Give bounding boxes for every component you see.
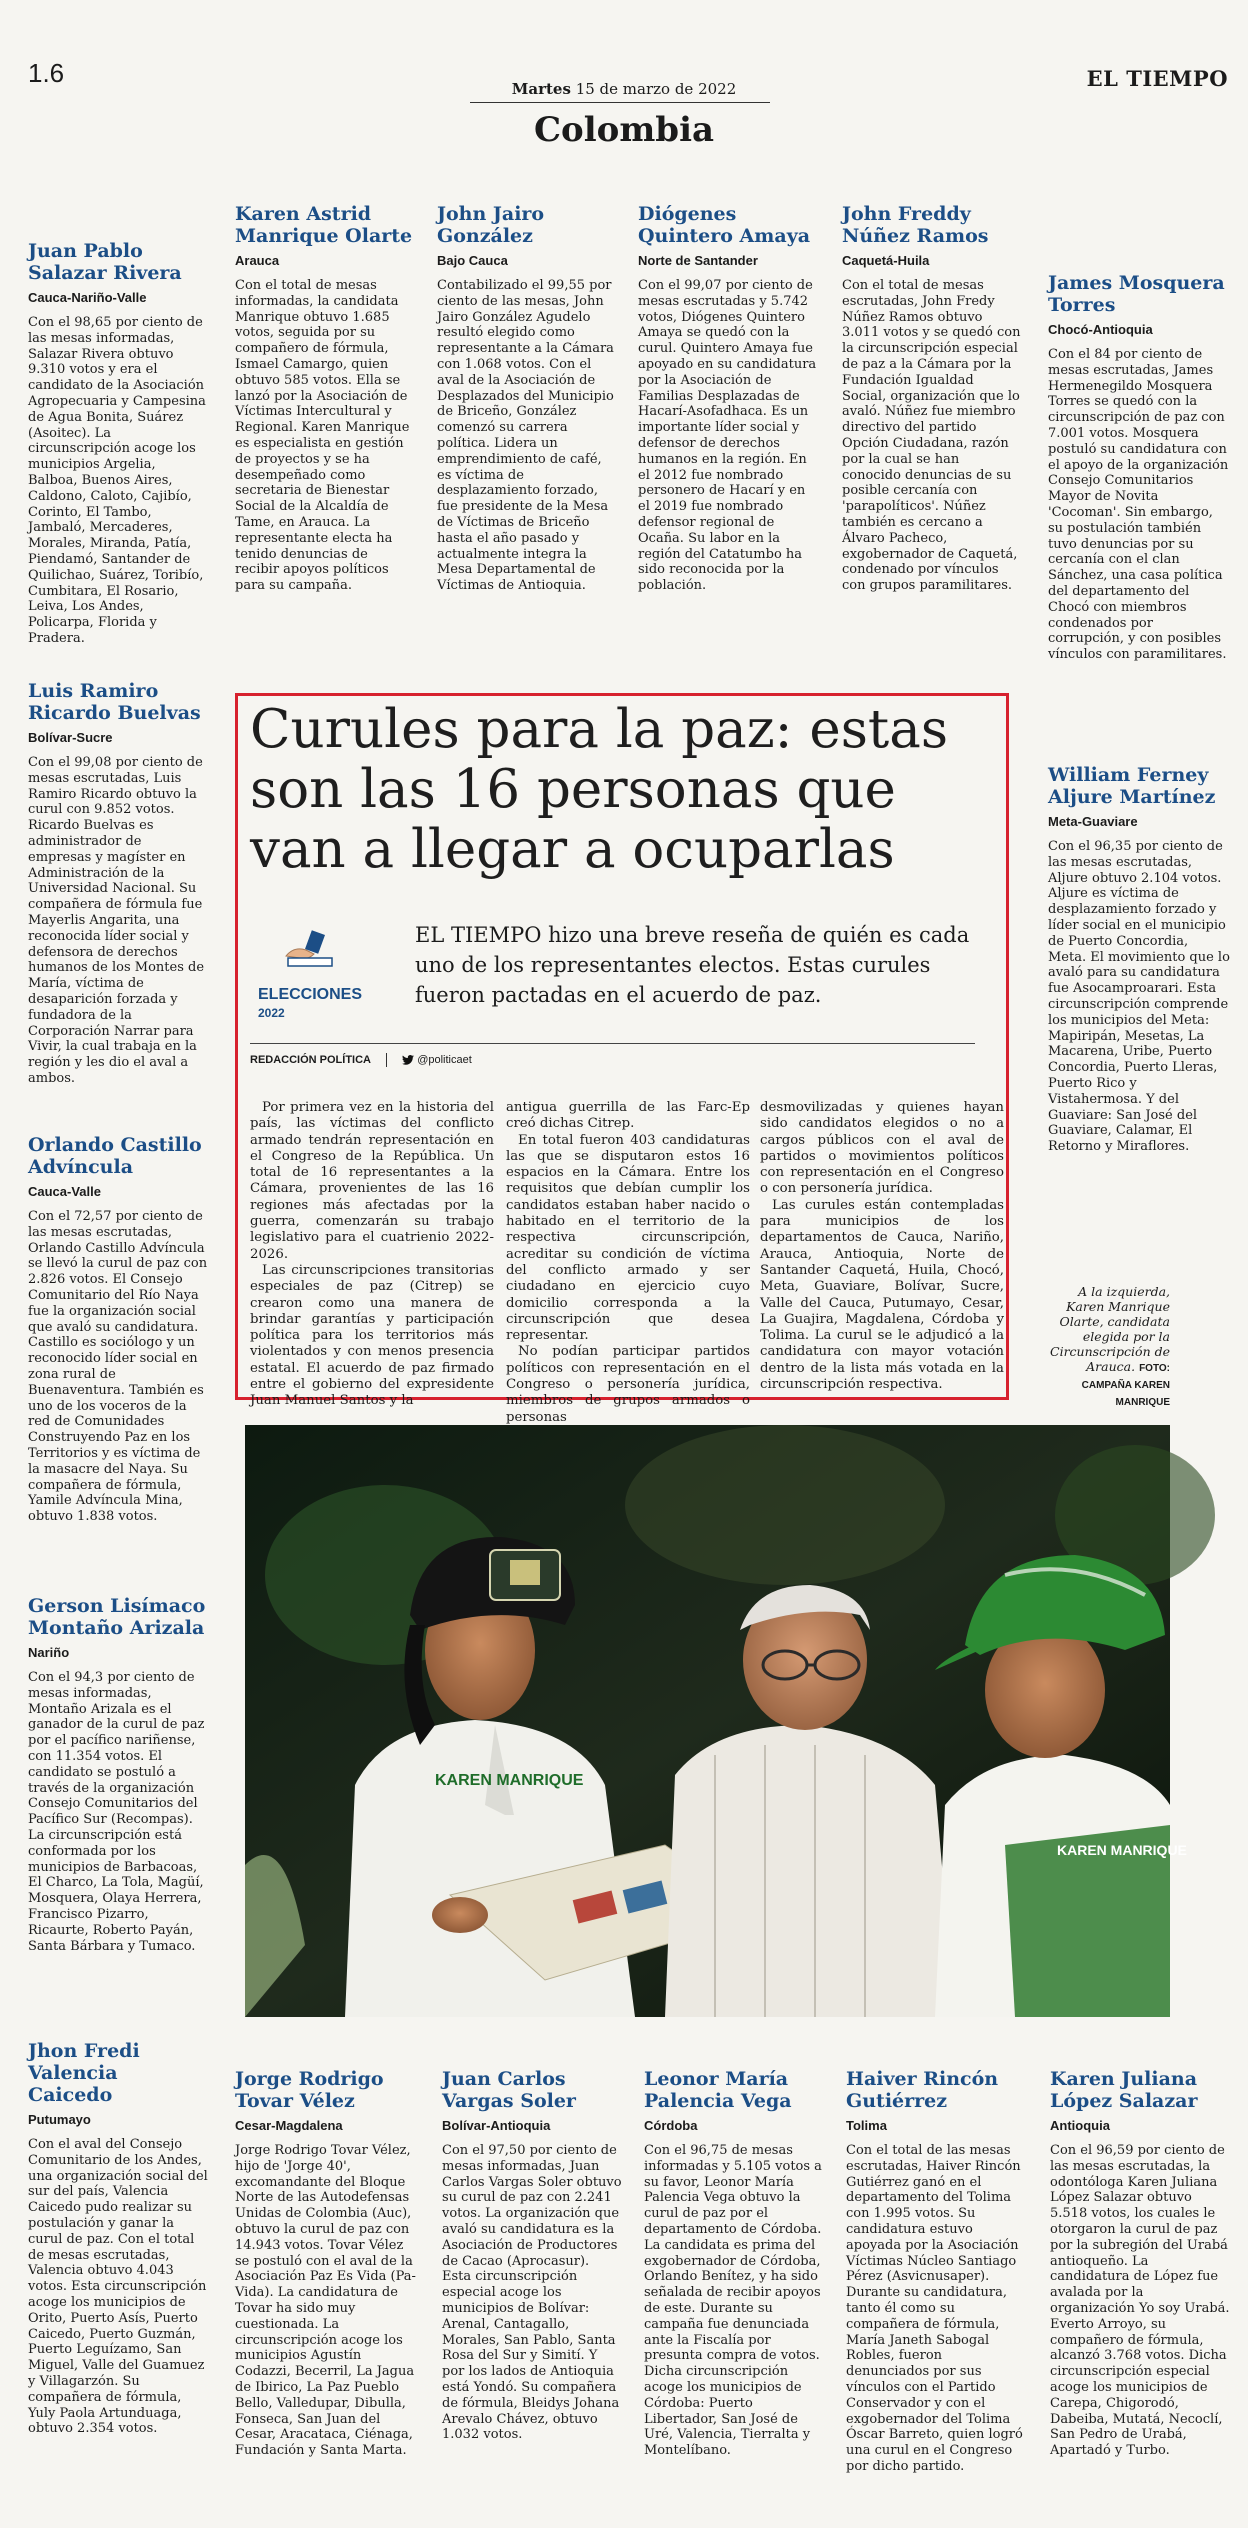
profile-text: Con el total de las mesas escrutadas, Haiver Rincón Gutiérrez ganó en el departamento del Tolima con 1.995 votos. Su candidatura estuvo apoyada por la Asociación Víctimas Núcleo Santiago Pérez (Asvicnusaper). Durante su candidatura, tanto él como su compañera de fórmula, María Janeth Sabogal Robles, fueron denunciados por sus vínculos con el Partido Conservador y con el exgobernador del Tolima Óscar Barreto, quien logró una curul en el Congreso por dicho partido. <box>846 2143 1023 2474</box>
profile-region: Tolima <box>846 2118 887 2133</box>
article-paragraph: En total fueron 403 candidaturas las que se disputaron estos 16 espacios en la Cámara. Entre los requisitos que debían cumplir los candidatos estaban haber nacido o habitado en el territorio de la respectiva circunscripción, acreditar su condición de víctima del conflicto armado y ser ciudadano en ejercicio cuyo domicilio corresponda a la circunscripción que desea representar. <box>506 1132 750 1344</box>
article-column-2 <box>506 1100 750 1426</box>
profile-nunez <box>842 203 1022 594</box>
badge-year: 2022 <box>258 1006 285 1020</box>
profile-salazar <box>28 240 208 647</box>
profile-montano <box>28 1595 208 1954</box>
profile-castillo <box>28 1134 208 1525</box>
campaign-photo-illustration <box>245 1425 1187 2017</box>
profile-tovar <box>235 2068 419 2459</box>
profile-name: John Freddy Núñez Ramos <box>842 203 989 247</box>
profile-region: Antioquia <box>1050 2118 1110 2133</box>
profile-ricardo <box>28 680 208 1087</box>
profile-aljure <box>1048 764 1230 1155</box>
profile-text: Con el 96,75 de mesas informadas y 5.105 votos a su favor, Leonor María Palencia Vega obtuvo la curul de paz por el departamento de Córdoba. La candidata es prima del exgobernador de Córdoba, Orlando Benítez, y ha sido señalada de recibir apoyos de este. Durante su campaña fue denunciada ante la Fiscalía por presunta compra de votos. Dicha circunscripción acoge los municipios de Córdoba: Puerto Libertador, San José de Uré, Valencia, Tierralta y Montelíbano. <box>644 2143 822 2459</box>
profile-name: Jhon Fredi Valencia Caicedo <box>28 2040 140 2106</box>
byline-handle: @politicaet <box>417 1053 472 1066</box>
profile-text: Contabilizado el 99,55 por ciento de las mesas, John Jairo González Agudelo resultó elegido como representante a la Cámara con 1.068 votos. Con el aval de la Asociación de Desplazados del Municipio de Briceño, González comenzó su carrera política. Lidera un emprendimiento de café, es víctima de desplazamiento forzado, fue presidente de la Mesa de Víctimas de Briceño hasta el año pasado y actualmente integra la Mesa Departamental de Víctimas de Antioquia. <box>437 278 614 594</box>
profile-name: Gerson Lisímaco Montaño Arizala <box>28 1595 206 1639</box>
profile-palencia <box>644 2068 824 2459</box>
profile-text: Con el 98,65 por ciento de las mesas informadas, Salazar Rivera obtuvo 9.310 votos y era el candidato de la Asociación Agropecuaria y Campesina de Agua Bonita, Suárez (Asoitec). La circunscripción acoge los municipios Argelia, Balboa, Buenos Aires, Caldono, Caloto, Cajibío, Corinto, El Tambo, Jambaló, Mercaderes, Morales, Miranda, Patía, Piendamó, Santander de Quilichao, Suárez, Toribío, Cumbitara, El Rosario, Leiva, Los Andes, Policarpa, Florida y Pradera. <box>28 315 206 646</box>
article-paragraph: No podían participar partidos políticos con representación en el Congreso o personería jurídica, miembros de grupos armados o personas <box>506 1344 750 1425</box>
ballot-box-icon <box>280 930 340 980</box>
profile-text: Con el 97,50 por ciento de mesas informadas, Juan Carlos Vargas Soler obtuvo su curul de paz con 2.241 votos. La organización que avaló su candidatura es la Asociación de Productores de Cacao (Aprocasur). Esta circunscripción especial acoge los municipios de Bolívar: Arenal, Cantagallo, Morales, San Pablo, Santa Rosa del Sur y Simití. Y por los lados de Antioquia está Yondó. Su compañera de fórmula, Bleidys Johana Arevalo Chávez, obtuvo 1.032 votos. <box>442 2143 622 2443</box>
profile-vargas <box>442 2068 622 2443</box>
profile-name: William Ferney Aljure Martínez <box>1048 764 1216 808</box>
date-rest: 15 de marzo de 2022 <box>575 80 737 98</box>
article-paragraph: Las curules están contempladas para municipios de los departamentos de Cauca, Nariño, Arauca, Antioquia, Norte de Santander Caquetá, Huila, Chocó, Meta, Guaviare, Bolívar, Sucre, Valle del Cauca, Putumayo, Cesar, La Guajira, Magdalena, Córdoba y Tolima. La curul se le adjudicó a la candidatura con mayor votación dentro de la lista más votada en la circunscripción respectiva. <box>760 1197 1004 1393</box>
profile-name: Jorge Rodrigo Tovar Vélez <box>235 2068 384 2112</box>
article-column-1 <box>250 1100 494 1410</box>
profile-region: Caquetá-Huila <box>842 253 930 268</box>
profile-region: Bolívar-Antioquia <box>442 2118 551 2133</box>
profile-region: Cauca-Valle <box>28 1184 101 1199</box>
profile-region: Arauca <box>235 253 280 268</box>
twitter-bird-icon <box>402 1055 414 1065</box>
cap-text: KAREN MANRIQUE <box>1057 1842 1187 1858</box>
profile-region: Chocó-Antioquia <box>1048 322 1153 337</box>
profile-mosquera <box>1048 272 1230 663</box>
profile-rincon <box>846 2068 1026 2475</box>
badge-label: ELECCIONES <box>258 986 363 1003</box>
caption-credit-label: FOTO: <box>1139 1363 1170 1374</box>
profile-name: Luis Ramiro Ricardo Buelvas <box>28 680 201 724</box>
photo-caption <box>1040 1284 1170 1410</box>
profile-text: Con el 99,07 por ciento de mesas escrutadas y 5.742 votos, Diógenes Quintero Amaya se quedó con la curul. Quintero Amaya fue apoyado en su candidatura por la Asociación de Familias Desplazadas de Hacarí-Asofadhaca. Es un importante líder social y defensor de derechos humanos en la región. En el 2012 fue nombrado personero de Hacarí y en el 2019 fue nombrado defensor regional de Ocaña. Su labor en la región del Catatumbo ha sido reconocida por la población. <box>638 278 817 594</box>
profile-name: Haiver Rincón Gutiérrez <box>846 2068 999 2112</box>
shirt-text: KAREN MANRIQUE <box>435 1772 584 1789</box>
profile-region: Bajo Cauca <box>437 253 508 268</box>
profile-manrique <box>235 203 415 594</box>
profile-text: Con el 96,35 por ciento de las mesas escrutadas, Aljure obtuvo 2.104 votos. Aljure es víctima de desplazamiento forzado y líder social en el municipio de Puerto Concordia, Meta. El movimiento que lo avaló para su candidatura fue Asocamproarari. Esta circunscripción comprende los municipios del Meta: Mapiripán, Mesetas, La Macarena, Uribe, Puerto Concordia, Puerto Lleras, Puerto Rico y Vistahermosa. Y del Guaviare: San José del Guaviare, Calamar, El Retorno y Miraflores. <box>1048 839 1230 1155</box>
profile-name: Juan Carlos Vargas Soler <box>442 2068 576 2112</box>
newspaper-logo: EL TIEMPO <box>1086 66 1228 91</box>
profile-name: Diógenes Quintero Amaya <box>638 203 811 247</box>
profile-region: Cesar-Magdalena <box>235 2118 343 2133</box>
profile-lopez <box>1050 2068 1230 2459</box>
byline-author: REDACCIÓN POLÍTICA <box>250 1053 371 1066</box>
profile-text: Con el aval del Consejo Comunitario de los Andes, una organización social del sur del país, Valencia Caicedo pudo realizar su postulación y ganar la curul de paz. Con el total de mesas escrutadas, Valencia obtuvo 4.043 votos. Esta circunscripción acoge los municipios de Orito, Puerto Asís, Puerto Caicedo, Puerto Guzmán, Puerto Leguízamo, San Miguel, Valle del Guamuez y Villagarzón. Su compañera de fórmula, Yuly Paola Artunduaga, obtuvo 2.354 votos. <box>28 2137 208 2437</box>
article-paragraph: desmovilizadas y quienes hayan sido candidatos elegidos o no a cargos públicos con el aval de partidos o movimientos políticos con representación en el Congreso o con personería jurídica. <box>760 1100 1004 1197</box>
profile-region: Cauca-Nariño-Valle <box>28 290 147 305</box>
caption-credit: CAMPAÑA KAREN MANRIQUE <box>1081 1380 1170 1408</box>
article-headline: Curules para la paz: estas son las 16 personas que van a llegar a ocuparlas <box>250 699 949 880</box>
profile-text: Con el 72,57 por ciento de las mesas escrutadas, Orlando Castillo Advíncula se llevó la curul de paz con 2.826 votos. El Consejo Comunitario del Río Naya fue la organización social que avaló su candidatura. Castillo es sociólogo y un reconocido líder social en zona rural de Buenaventura. También es uno de los voceros de la red de Comunidades Construyendo Paz en los Territorios y es víctima de la masacre del Naya. Su compañera de fórmula, Yamile Advíncula Mina, obtuvo 1.838 votos. <box>28 1209 208 1525</box>
profile-region: Meta-Guaviare <box>1048 814 1138 829</box>
issue-date <box>0 80 1248 98</box>
profile-name: John Jairo González <box>437 203 545 247</box>
profile-name: Karen Astrid Manrique Olarte <box>235 203 413 247</box>
article-paragraph: Las circunscripciones transitorias especiales de paz (Citrep) se crearon como una manera de brindar garantías y participación política para los territorios más violentados y con menos presencia estatal. El acuerdo de paz firmado entre el gobierno del expresidente Juan Manuel Santos y la <box>250 1262 494 1409</box>
profile-region: Nariño <box>28 1645 70 1660</box>
profile-text: Con el 94,3 por ciento de mesas informadas, Montaño Arizala es el ganador de la curul de paz por el pacífico nariñense, con 11.354 votos. El candidato se postuló a través de la organización Consejo Comunitarios del Pacífico Sur (Recompas). La circunscripción está conformada por los municipios de Barbacoas, El Charco, La Tola, Magüí, Mosquera, Olaya Herrera, Francisco Pizarro, Ricaurte, Roberto Payán, Santa Bárbara y Tumaco. <box>28 1670 205 1954</box>
article-column-3 <box>760 1100 1004 1393</box>
profile-text: Con el 99,08 por ciento de mesas escrutadas, Luis Ramiro Ricardo obtuvo la curul con 9.852 votos. Ricardo Buelvas es administrador de empresas y magíster en Administración de la Universidad Nacional. Su compañera de fórmula fue Mayerlis Angarita, una reconocida líder social y defensora de derechos humanos de los Montes de María, víctima de desaparición forzada y fundadora de la Corporación Narrar para Vivir, la cual trabaja en la región y les dio el aval a ambos. <box>28 755 205 1086</box>
date-day: Martes <box>511 80 571 98</box>
page-number: 1.6 <box>28 58 65 88</box>
elections-badge <box>258 930 370 1022</box>
header-rule <box>470 102 770 103</box>
article-paragraph: Por primera vez en la historia del país, las víctimas del conflicto armado tendrán representación en el Congreso de la República. Un total de 16 representantes a la Cámara, provenientes de las 16 regiones más afectadas por la guerra, comenzarán su trabajo legislativo para el cuatrienio 2022-2026. <box>250 1100 494 1262</box>
profile-region: Putumayo <box>28 2112 91 2127</box>
caption-text: A la izquierda, Karen Manrique Olarte, candidata elegida por la Circunscripción de Arauca. <box>1050 1284 1170 1374</box>
profile-text: Con el total de mesas escrutadas, John Fredy Núñez Ramos obtuvo 3.011 votos y se quedó con la circunscripción especial de paz a la Cámara por la Fundación Igualdad Social, organización que lo avaló. Núñez fue miembro directivo del partido Opción Ciudadana, razón por la cual se han conocido denuncias de su posible cercanía con 'parapolíticos'. Núñez también es cercano a Álvaro Pacheco, exgobernador de Caquetá, condenado por vínculos con grupos paramilitares. <box>842 278 1021 594</box>
profile-name: James Mosquera Torres <box>1048 272 1225 316</box>
article-paragraph: antigua guerrilla de las Farc-Ep creó dichas Citrep. <box>506 1100 750 1132</box>
profile-name: Leonor María Palencia Vega <box>644 2068 792 2112</box>
campaign-photo <box>245 1425 1187 2017</box>
profile-name: Orlando Castillo Advíncula <box>28 1134 202 1178</box>
profile-gonzalez <box>437 203 617 594</box>
profile-valencia <box>28 2040 208 2437</box>
profile-region: Norte de Santander <box>638 253 758 268</box>
profile-quintero <box>638 203 818 594</box>
byline-separator <box>386 1053 387 1067</box>
profile-region: Bolívar-Sucre <box>28 730 113 745</box>
profile-name: Karen Juliana López Salazar <box>1050 2068 1198 2112</box>
profile-text: Con el 96,59 por ciento de las mesas escrutadas, la odontóloga Karen Juliana López Salazar obtuvo 5.518 votos, los cuales le otorgaron la curul de paz por la subregión del Urabá antioqueño. La candidatura de López fue avalada por la organización Yo soy Urabá. Everto Arroyo, su compañero de fórmula, alcanzó 3.768 votos. Dicha circunscripción especial acoge los municipios de Carepa, Chigorodó, Dabeiba, Mutatá, Necoclí, San Pedro de Urabá, Apartadó y Turbo. <box>1050 2143 1230 2459</box>
profile-name: Juan Pablo Salazar Rivera <box>28 240 182 284</box>
profile-text: Jorge Rodrigo Tovar Vélez, hijo de 'Jorge 40', excomandante del Bloque Norte de las Autodefensas Unidas de Colombia (Auc), obtuvo la curul de paz con 14.943 votos. Tovar Vélez se postuló con el aval de la Asociación Paz Es Vida (Pa-Vida). La candidatura de Tovar ha sido muy cuestionada. La circunscripción acoge los municipios Agustín Codazzi, Becerril, La Jagua de Ibirico, La Paz Pueblo Bello, Valledupar, Dibulla, Fonseca, San Juan del Cesar, Aracataca, Ciénaga, Fundación y Santa Marta. <box>235 2143 416 2459</box>
profile-region: Córdoba <box>644 2118 698 2133</box>
section-title: Colombia <box>533 110 715 150</box>
article-byline <box>250 1043 975 1067</box>
profile-text: Con el total de mesas informadas, la candidata Manrique obtuvo 1.685 votos, seguida por su compañero de fórmula, Ismael Camargo, quien obtuvo 585 votos. Ella se lanzó por la Asociación de Víctimas Intercultural y Regional. Karen Manrique es especialista en gestión de proyectos y se ha desempeñado como secretaria de Bienestar Social de la Alcaldía de Tame, en Arauca. La representante electa ha tenido denuncias de recibir apoyos políticos para su campaña. <box>235 278 410 594</box>
article-deck: EL TIEMPO hizo una breve reseña de quién es cada uno de los representantes electos. Estas curules fueron pactadas en el acuerdo de paz. <box>415 923 970 1007</box>
profile-text: Con el 84 por ciento de mesas escrutadas, James Hermenegildo Mosquera Torres se quedó con la circunscripción de paz con 7.001 votos. Mosquera postuló su candidatura con el apoyo de la organización Consejo Comunitarios Mayor de Novita 'Cocoman'. Sin embargo, su postulación también tuvo denuncias por su cercanía con el clan Sánchez, una casa política del departamento del Chocó con miembros condenados por corrupción, y con posibles vínculos con paramilitares. <box>1048 347 1229 663</box>
